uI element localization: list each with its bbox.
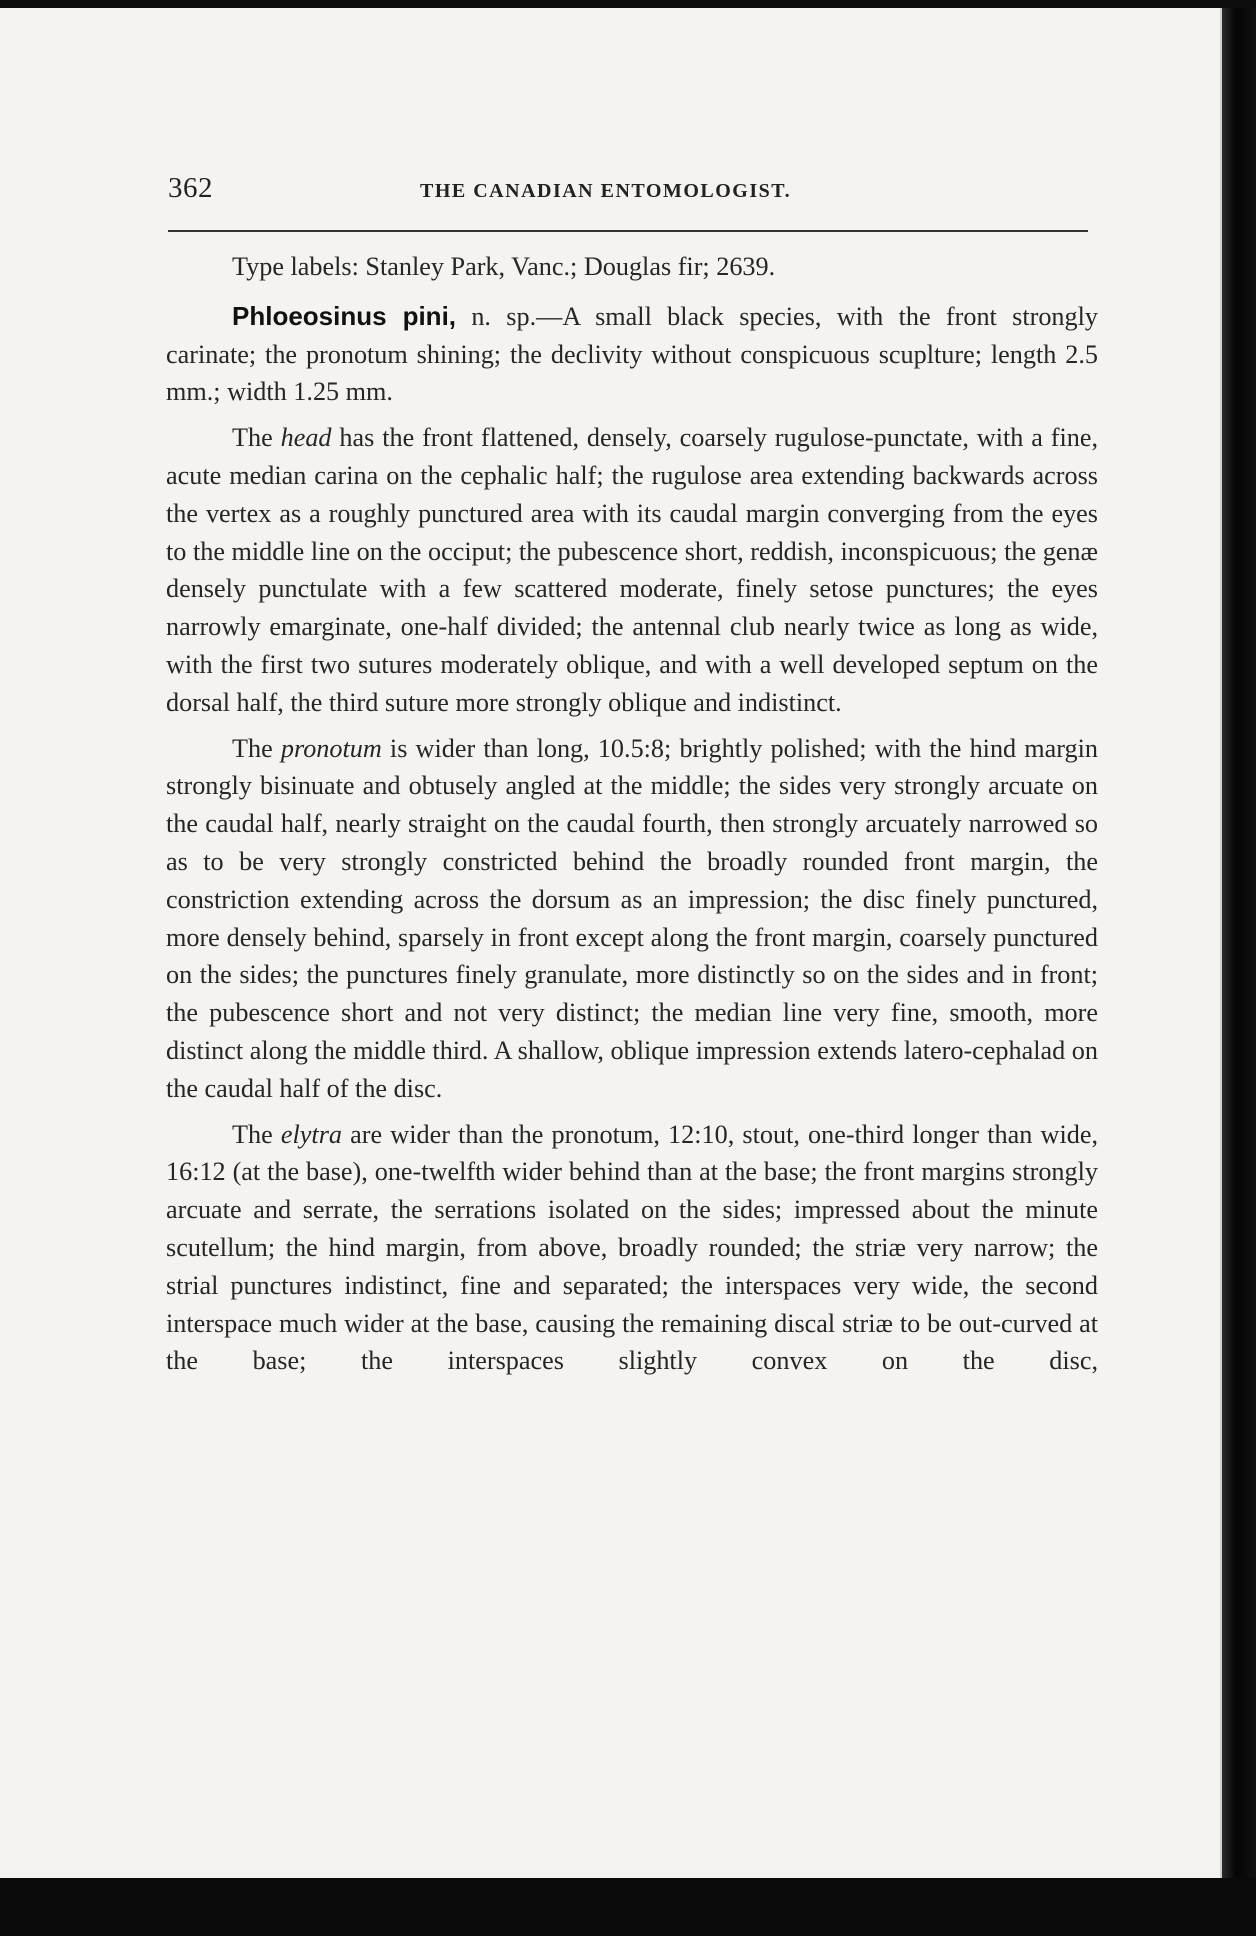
head-text: has the front flattened, densely, coarsely rugulose-punctate, with a fine, acute median carina on the cephalic half; the rugulose area extending backwards across the vertex as a roughly punctured area with its caudal margin converging from the eyes to the middle line on the occiput; the pubescence short, reddish, inconspicuous; the genæ densely punctulate with a few scattered moderate, finely setose punctures; the eyes narrowly emarginate, one-half divided; the antennal club nearly twice as long as wide, with the first two sutures moderately oblique, and with a well developed septum on the dorsal half, the third suture more strongly oblique and indistinct. (166, 423, 1099, 717)
pronotum-text: is wider than long, 10.5:8; brightly polished; with the hind margin strongly bisinuate and obtusely angled at the middle; the sides very strongly arcuate on the caudal half, nearly straight on the caudal fourth, then strongly arcuately narrowed so as to be very strongly constricted behind the broadly rounded front margin, the constriction extending across the dorsum as an impression; the disc finely punctured, more densely behind, sparsely in front except along the front margin, coarsely punctured on the sides; the punctures finely granulate, more distinctly so on the sides and in front; the pubescence short and not very distinct; the median line very fine, smooth, more distinct along the middle third. A shallow, oblique impression extends latero-cephalad on the caudal half of the disc. (166, 733, 1098, 1103)
head-lead: The (232, 423, 281, 453)
scan-border-bottom (0, 1878, 1256, 1936)
page-number: 362 (168, 172, 213, 204)
species-name: Phloeosinus pini, (232, 300, 457, 331)
elytra-paragraph (166, 1116, 1098, 1381)
book-gutter-shadow (1222, 8, 1256, 1878)
species-description (166, 298, 1098, 411)
pronotum-lead: The (232, 733, 281, 763)
head-term: head (280, 423, 332, 453)
page-header (168, 172, 1088, 212)
running-title: THE CANADIAN ENTOMOLOGIST. (420, 180, 792, 202)
type-labels-line: Type labels: Stanley Park, Vanc.; Douglas fir; 2639. (232, 252, 776, 281)
article-body (166, 248, 1098, 1388)
elytra-text: are wider than the pronotum, 12:10, stout, one-third longer than wide, 16:12 (at the base), one-twelfth wider behind than at the base; the front margins strongly arcuate and serrate, the serrations isolated on the sides; impressed about the minute scutellum; the hind margin, from above, broadly rounded; the striæ very narrow; the strial punctures indistinct, fine and separated; the interspaces very wide, the second interspace much wider at the base, causing the remaining discal striæ to be out-curved at the base; the interspaces slightly convex on the disc, (166, 1119, 1098, 1376)
pronotum-paragraph (166, 730, 1098, 1108)
elytra-lead: The (232, 1119, 281, 1149)
elytra-term: elytra (280, 1119, 342, 1149)
scan-border-top (0, 0, 1256, 8)
head-paragraph (166, 419, 1098, 721)
species-diagnosis: n. sp.—A small black species, with the front strongly carinate; the pronotum shining; the declivity without conspicuous scuplture; length 2.5 mm.; width 1.25 mm. (166, 301, 1098, 407)
header-rule (168, 230, 1088, 232)
pronotum-term: pronotum (280, 733, 382, 763)
